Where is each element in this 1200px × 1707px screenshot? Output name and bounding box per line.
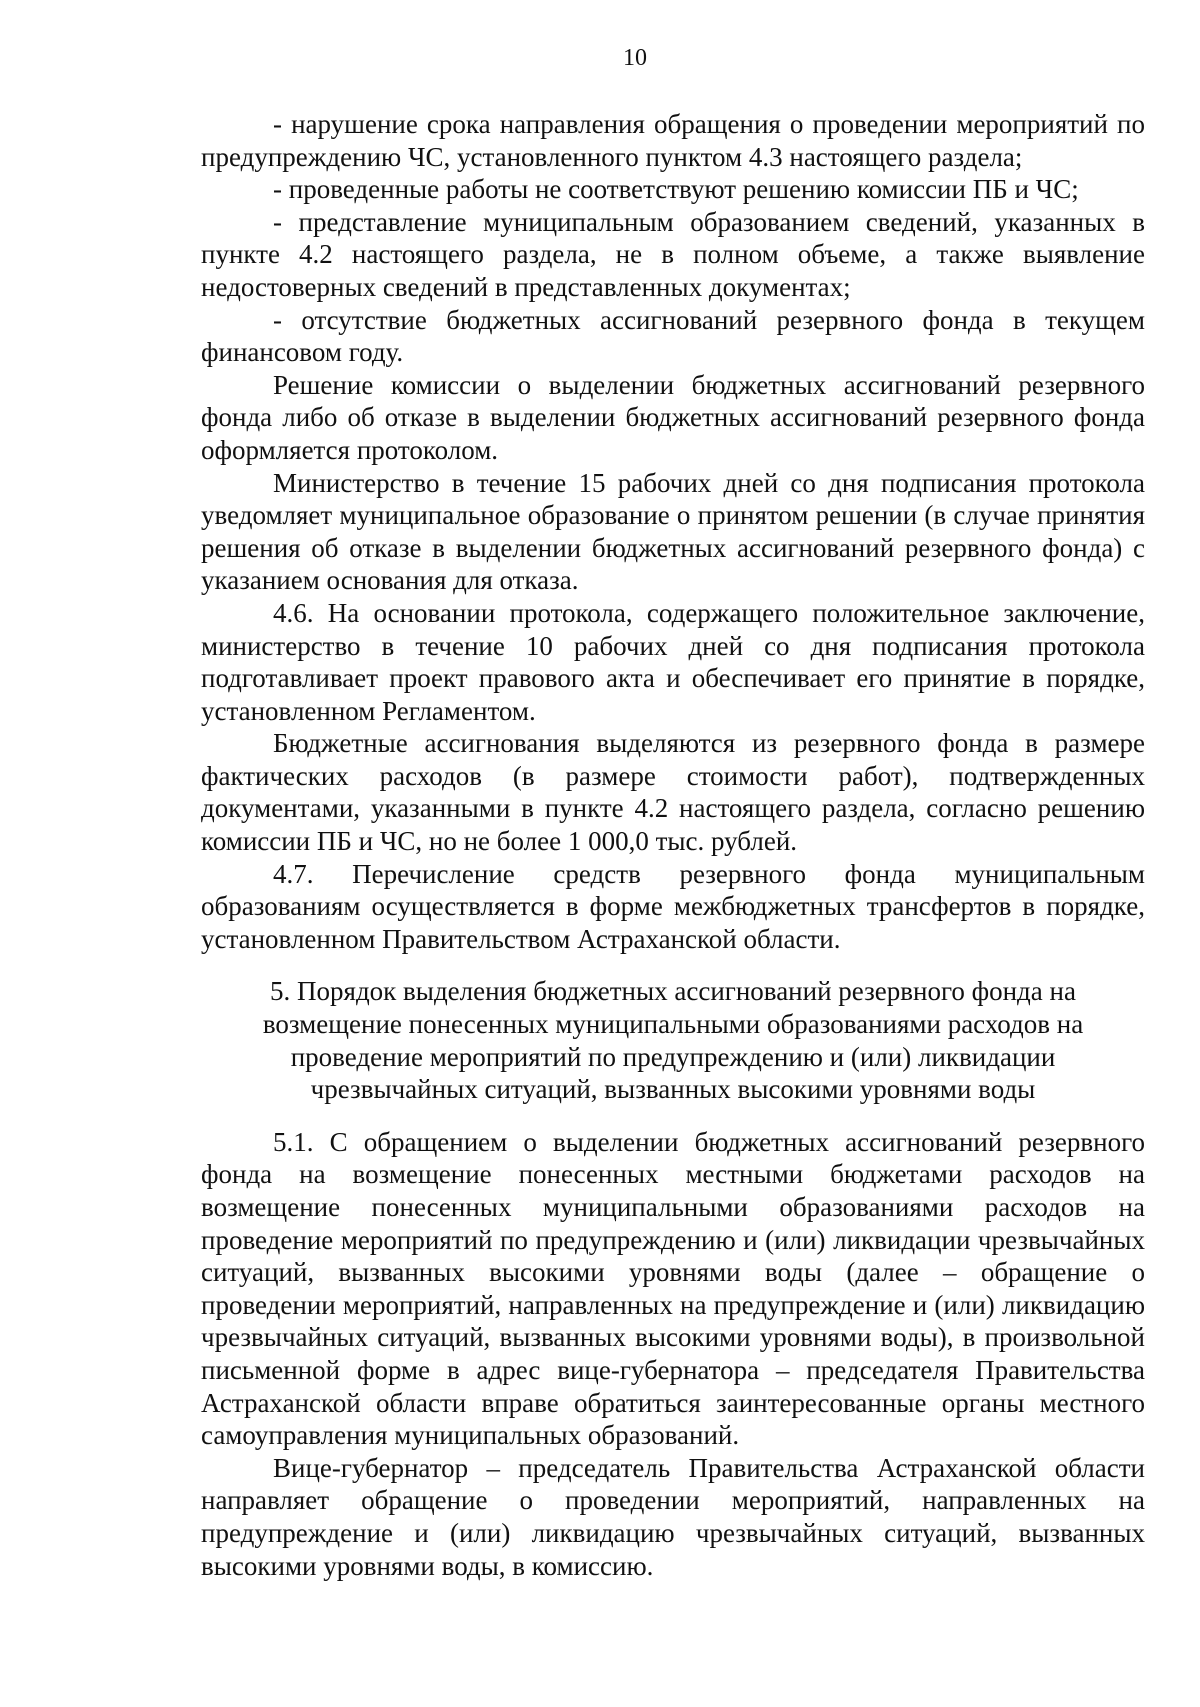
paragraph: - проведенные работы не соответствуют решению комиссии ПБ и ЧС;	[273, 174, 1079, 205]
paragraph: Вице-губернатор – председатель Правительства Астраханской области направляет обращение о проведении мероприятий, направленных на предупреждение и (или) ликвидацию чрезвычайных ситуаций, вызванных высокими уровнями воды, в комиссию.	[201, 1452, 1145, 1581]
paragraph: 5.1. С обращением о выделении бюджетных ассигнований резервного фонда на возмещение понесенных местными бюджетами расходов на возмещение понесенных муниципальными образованиями расходов на проведение мероприятий по предупреждению и (или) ликвидации чрезвычайных ситуаций, вызванных высокими уровнями воды (далее – обращение о проведении мероприятий, направленных на предупреждение и (или) ликвидацию чрезвычайных ситуаций, вызванных высокими уровнями воды), в произвольной письменной форме в адрес вице-губернатора – председателя Правительства Астраханской области вправе обратиться заинтересованные органы местного самоуправления муниципальных образований.	[201, 1126, 1145, 1451]
document-body	[201, 108, 1145, 1582]
paragraph: - отсутствие бюджетных ассигнований резервного фонда в текущем финансовом году.	[201, 304, 1145, 368]
paragraph: - представление муниципальным образованием сведений, указанных в пункте 4.2 настоящего раздела, не в полном объеме, а также выявление недостоверных сведений в представленных документах;	[201, 206, 1145, 302]
paragraph: 4.6. На основании протокола, содержащего положительное заключение, министерство в течение 10 рабочих дней со дня подписания протокола подготавливает проект правового акта и обеспечивает его принятие в порядке, установленном Регламентом.	[201, 597, 1145, 726]
paragraph: Решение комиссии о выделении бюджетных ассигнований резервного фонда либо об отказе в выделении бюджетных ассигнований резервного фонда оформляется протоколом.	[201, 369, 1145, 465]
page-number: 10	[623, 45, 647, 71]
section-heading: 5. Порядок выделения бюджетных ассигнований резервного фонда на возмещение понесенных муниципальными образованиями расходов на проведение мероприятий по предупреждению и (или) ликвидации чрезвычайных ситуаций, вызванных высокими уровнями воды	[262, 976, 1084, 1105]
paragraph: 4.7. Перечисление средств резервного фонда муниципальным образованиям осуществляется в форме межбюджетных трансфертов в порядке, установленном Правительством Астраханской области.	[201, 858, 1145, 954]
paragraph: - нарушение срока направления обращения о проведении мероприятий по предупреждению ЧС, установленного пунктом 4.3 настоящего раздела;	[201, 109, 1145, 172]
paragraph: Министерство в течение 15 рабочих дней со дня подписания протокола уведомляет муниципальное образование о принятом решении (в случае принятия решения об отказе в выделении бюджетных ассигнований резервного фонда) с указанием основания для отказа.	[201, 467, 1145, 596]
paragraph: Бюджетные ассигнования выделяются из резервного фонда в размере фактических расходов (в размере стоимости работ), подтвержденных документами, указанными в пункте 4.2 настоящего раздела, согласно решению комиссии ПБ и ЧС, но не более 1 000,0 тыс. рублей.	[201, 728, 1145, 857]
